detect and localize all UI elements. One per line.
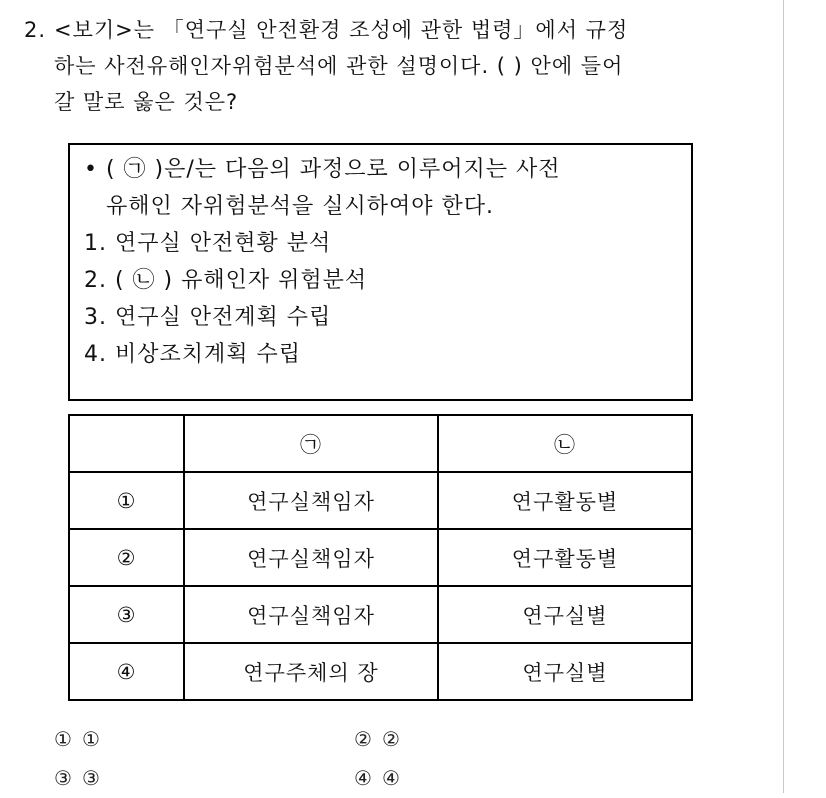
table-cell-b: 연구활동별 [438, 529, 692, 586]
choice-2[interactable] [354, 720, 400, 759]
choice-4[interactable] [354, 759, 400, 798]
choice-value: ① [81, 727, 100, 751]
table-row [69, 529, 692, 586]
table-cell-option: ① [69, 472, 184, 529]
choice-mark: ③ [54, 766, 72, 790]
table-cell-option: ④ [69, 643, 184, 700]
table-header-cell [69, 415, 184, 472]
question-stem [24, 12, 774, 120]
page-divider [783, 0, 784, 793]
question-number: 2. [24, 18, 47, 42]
choice-mark: ④ [354, 766, 372, 790]
box-step-3: 3. 연구실 안전계획 수립 [84, 305, 332, 330]
choice-mark: ① [54, 727, 72, 751]
table-cell-option: ② [69, 529, 184, 586]
table-cell-b: 연구활동별 [438, 472, 692, 529]
box-step-2: 2. ( ㉡ ) 유해인자 위험분석 [84, 268, 368, 293]
answer-table [68, 414, 693, 701]
question-line-2: 하는 사전유해인자위험분석에 관한 설명이다. ( ) 안에 들어 [54, 54, 624, 78]
box-bullet-line-1: • ( ㉠ )은/는 다음의 과정으로 이루어지는 사전 [84, 157, 561, 182]
table-cell-option: ③ [69, 586, 184, 643]
choice-mark: ② [354, 727, 372, 751]
table-row [69, 472, 692, 529]
table-header-row [69, 415, 692, 472]
box-bullet-line-2: 유해인 자위험분석을 실시하여야 한다. [106, 194, 495, 219]
table-cell-b: 연구실별 [438, 643, 692, 700]
box-step-4: 4. 비상조치계획 수립 [84, 342, 301, 367]
choice-3[interactable] [54, 759, 100, 798]
question-line-1: 2. <보기>는 「연구실 안전환경 조성에 관한 법령」에서 규정 [24, 12, 774, 48]
choice-value: ③ [81, 766, 100, 790]
question-line-3: 갈 말로 옳은 것은? [54, 90, 239, 114]
box-step-1: 1. 연구실 안전현황 분석 [84, 231, 332, 256]
table-cell-a: 연구실책임자 [184, 586, 438, 643]
table-cell-a: 연구실책임자 [184, 529, 438, 586]
table-row [69, 643, 692, 700]
table-header-cell: ㉡ [438, 415, 692, 472]
choice-value: ④ [381, 766, 400, 790]
table-header-cell: ㉠ [184, 415, 438, 472]
table-cell-b: 연구실별 [438, 586, 692, 643]
table-cell-a: 연구실책임자 [184, 472, 438, 529]
table-cell-a: 연구주체의 장 [184, 643, 438, 700]
choice-value: ② [381, 727, 400, 751]
choice-1[interactable] [54, 720, 100, 759]
example-box [68, 143, 693, 401]
table-row [69, 586, 692, 643]
